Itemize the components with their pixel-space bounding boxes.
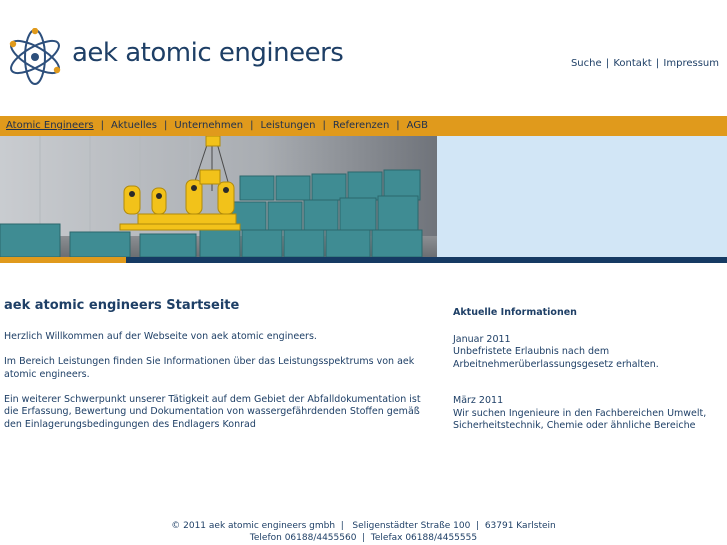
nav-item-atomic-engineers[interactable]: Atomic Engineers (6, 120, 94, 131)
nav-item-unternehmen[interactable]: Unternehmen (174, 120, 244, 131)
link-suche[interactable]: Suche (570, 58, 602, 69)
top-links (571, 58, 719, 69)
accent-bar-blue (126, 257, 727, 263)
paragraph-welcome: Herzlich Willkommen auf der Webseite von aek atomic engineers. (4, 331, 317, 342)
main-navigation (0, 116, 727, 136)
news-date: Januar 2011 (453, 333, 511, 345)
nav-item-aktuelles[interactable]: Aktuelles (111, 120, 157, 131)
news-text: Unbefristete Erlaubnis nach dem Arbeitnehmerüberlassungsgesetz erhalten. (453, 346, 659, 370)
news-sidebar (453, 307, 723, 457)
link-kontakt[interactable]: Kontakt (613, 58, 652, 69)
footer-address: © 2011 aek atomic engineers gmbh | Seligenstädter Straße 100 | 63791 Karlstein (171, 521, 556, 531)
paragraph-services: Im Bereich Leistungen finden Sie Informationen über das Leistungsspektrums von aek atomic engineers. (4, 356, 415, 380)
site-footer (0, 521, 727, 544)
hero-banner (0, 136, 727, 257)
news-item (453, 334, 723, 372)
nav-item-leistungen[interactable]: Leistungen (260, 120, 316, 131)
link-impressum[interactable]: Impressum (663, 58, 719, 69)
news-date: März 2011 (453, 395, 504, 406)
nav-separator: | (250, 120, 254, 131)
news-heading: Aktuelle Informationen (453, 307, 577, 318)
accent-bar-orange (0, 257, 126, 263)
separator: | (605, 58, 610, 69)
footer-contact: Telefon 06188/4455560 | Telefax 06188/4455555 (249, 532, 478, 543)
nav-separator: | (100, 120, 105, 131)
nav-item-agb[interactable]: AGB (406, 120, 428, 131)
nav-separator: | (322, 120, 326, 131)
site-header (0, 0, 727, 115)
page-title: aek atomic engineers Startseite (4, 298, 240, 313)
news-text: Wir suchen Ingenieure in den Fachbereichen Umwelt, Sicherheitstechnik, Chemie oder ähnliche Bereiche (453, 407, 707, 431)
nav-separator: | (164, 120, 168, 131)
separator: | (655, 58, 660, 69)
nav-separator: | (396, 120, 400, 131)
news-item (453, 395, 723, 433)
brand-name[interactable]: aek atomic engineers (72, 38, 344, 68)
atom-logo-icon[interactable] (4, 28, 66, 86)
nav-item-referenzen[interactable]: Referenzen (332, 120, 390, 131)
main-content (4, 298, 434, 444)
crane-with-containers-photo (0, 136, 437, 257)
paragraph-focus: Ein weiterer Schwerpunkt unserer Tätigkeit auf dem Gebiet der Abfalldokumentation ist die Erfassung, Bewertung und Dokumentation von wassergefährdenden Stoffen gemäß den Einlagerungsbedingungen des Endlagers Konrad (4, 393, 421, 430)
